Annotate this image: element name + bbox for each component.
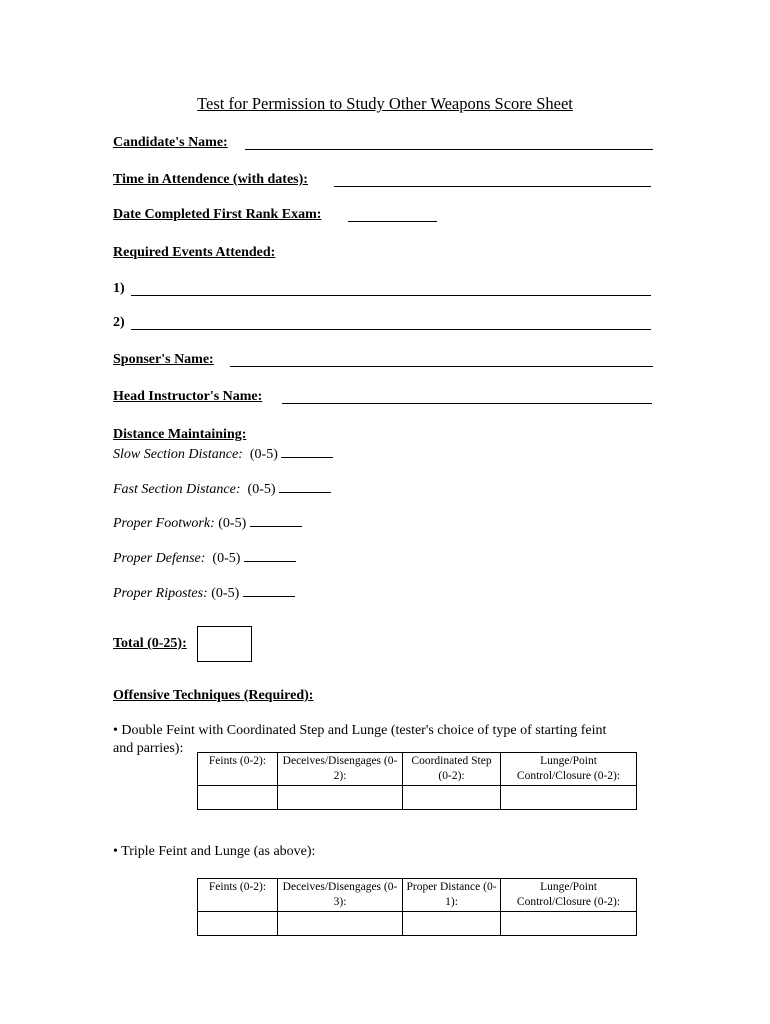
column-header: Coordinated Step (0-2): xyxy=(403,753,501,786)
head-instructor-label: Head Instructor's Name: xyxy=(113,389,263,404)
score-blank[interactable] xyxy=(250,514,302,527)
column-header: Deceives/Disengages (0-3): xyxy=(278,879,403,912)
score-blank[interactable] xyxy=(243,584,295,597)
column-header: Lunge/Point Control/Closure (0-2): xyxy=(501,753,637,786)
date-first-rank-line[interactable] xyxy=(348,221,437,222)
column-header: Deceives/Disengages (0-2): xyxy=(278,753,403,786)
required-events-label: Required Events Attended: xyxy=(113,245,276,260)
sponser-name-label: Sponser's Name: xyxy=(113,352,214,367)
distance-item: Proper Defense: (0-5) xyxy=(113,549,296,567)
candidate-name-line[interactable] xyxy=(245,149,653,150)
distance-item: Slow Section Distance: (0-5) xyxy=(113,445,333,463)
time-attendance-label: Time in Attendence (with dates): xyxy=(113,172,308,187)
score-cell[interactable] xyxy=(278,786,403,810)
offensive-header: Offensive Techniques (Required): xyxy=(113,688,314,703)
candidate-name-label: Candidate's Name: xyxy=(113,135,228,150)
event-1-label: 1) xyxy=(113,281,125,296)
time-attendance-line[interactable] xyxy=(334,186,651,187)
score-blank[interactable] xyxy=(244,549,296,562)
head-instructor-line[interactable] xyxy=(282,403,652,404)
distance-item: Proper Ripostes: (0-5) xyxy=(113,584,295,602)
score-cell[interactable] xyxy=(278,912,403,936)
date-first-rank-label: Date Completed First Rank Exam: xyxy=(113,207,322,222)
score-cell[interactable] xyxy=(403,786,501,810)
score-blank[interactable] xyxy=(279,480,331,493)
technique-2-score-table xyxy=(197,878,637,936)
score-cell[interactable] xyxy=(403,912,501,936)
technique-1-text-cont: and parries): xyxy=(113,741,184,756)
technique-2-text: • Triple Feint and Lunge (as above): xyxy=(113,844,316,859)
page-title: Test for Permission to Study Other Weapons Score Sheet xyxy=(197,94,573,113)
sponser-name-line[interactable] xyxy=(230,366,653,367)
score-cell[interactable] xyxy=(198,786,278,810)
distance-item: Proper Footwork: (0-5) xyxy=(113,514,302,532)
event-2-label: 2) xyxy=(113,315,125,330)
score-blank[interactable] xyxy=(281,445,333,458)
column-header: Lunge/Point Control/Closure (0-2): xyxy=(501,879,637,912)
score-cell[interactable] xyxy=(501,912,637,936)
technique-1-text: • Double Feint with Coordinated Step and Lunge (tester's choice of type of starting feint xyxy=(113,723,607,738)
score-cell[interactable] xyxy=(501,786,637,810)
column-header: Proper Distance (0-1): xyxy=(403,879,501,912)
event-1-line[interactable] xyxy=(131,295,651,296)
column-header: Feints (0-2): xyxy=(198,753,278,786)
technique-1-score-table xyxy=(197,752,637,810)
column-header: Feints (0-2): xyxy=(198,879,278,912)
distance-item: Fast Section Distance: (0-5) xyxy=(113,480,331,498)
total-label: Total (0-25): xyxy=(113,636,187,651)
total-score-box[interactable] xyxy=(197,626,252,662)
event-2-line[interactable] xyxy=(131,329,651,330)
distance-header: Distance Maintaining: xyxy=(113,427,247,442)
score-cell[interactable] xyxy=(198,912,278,936)
